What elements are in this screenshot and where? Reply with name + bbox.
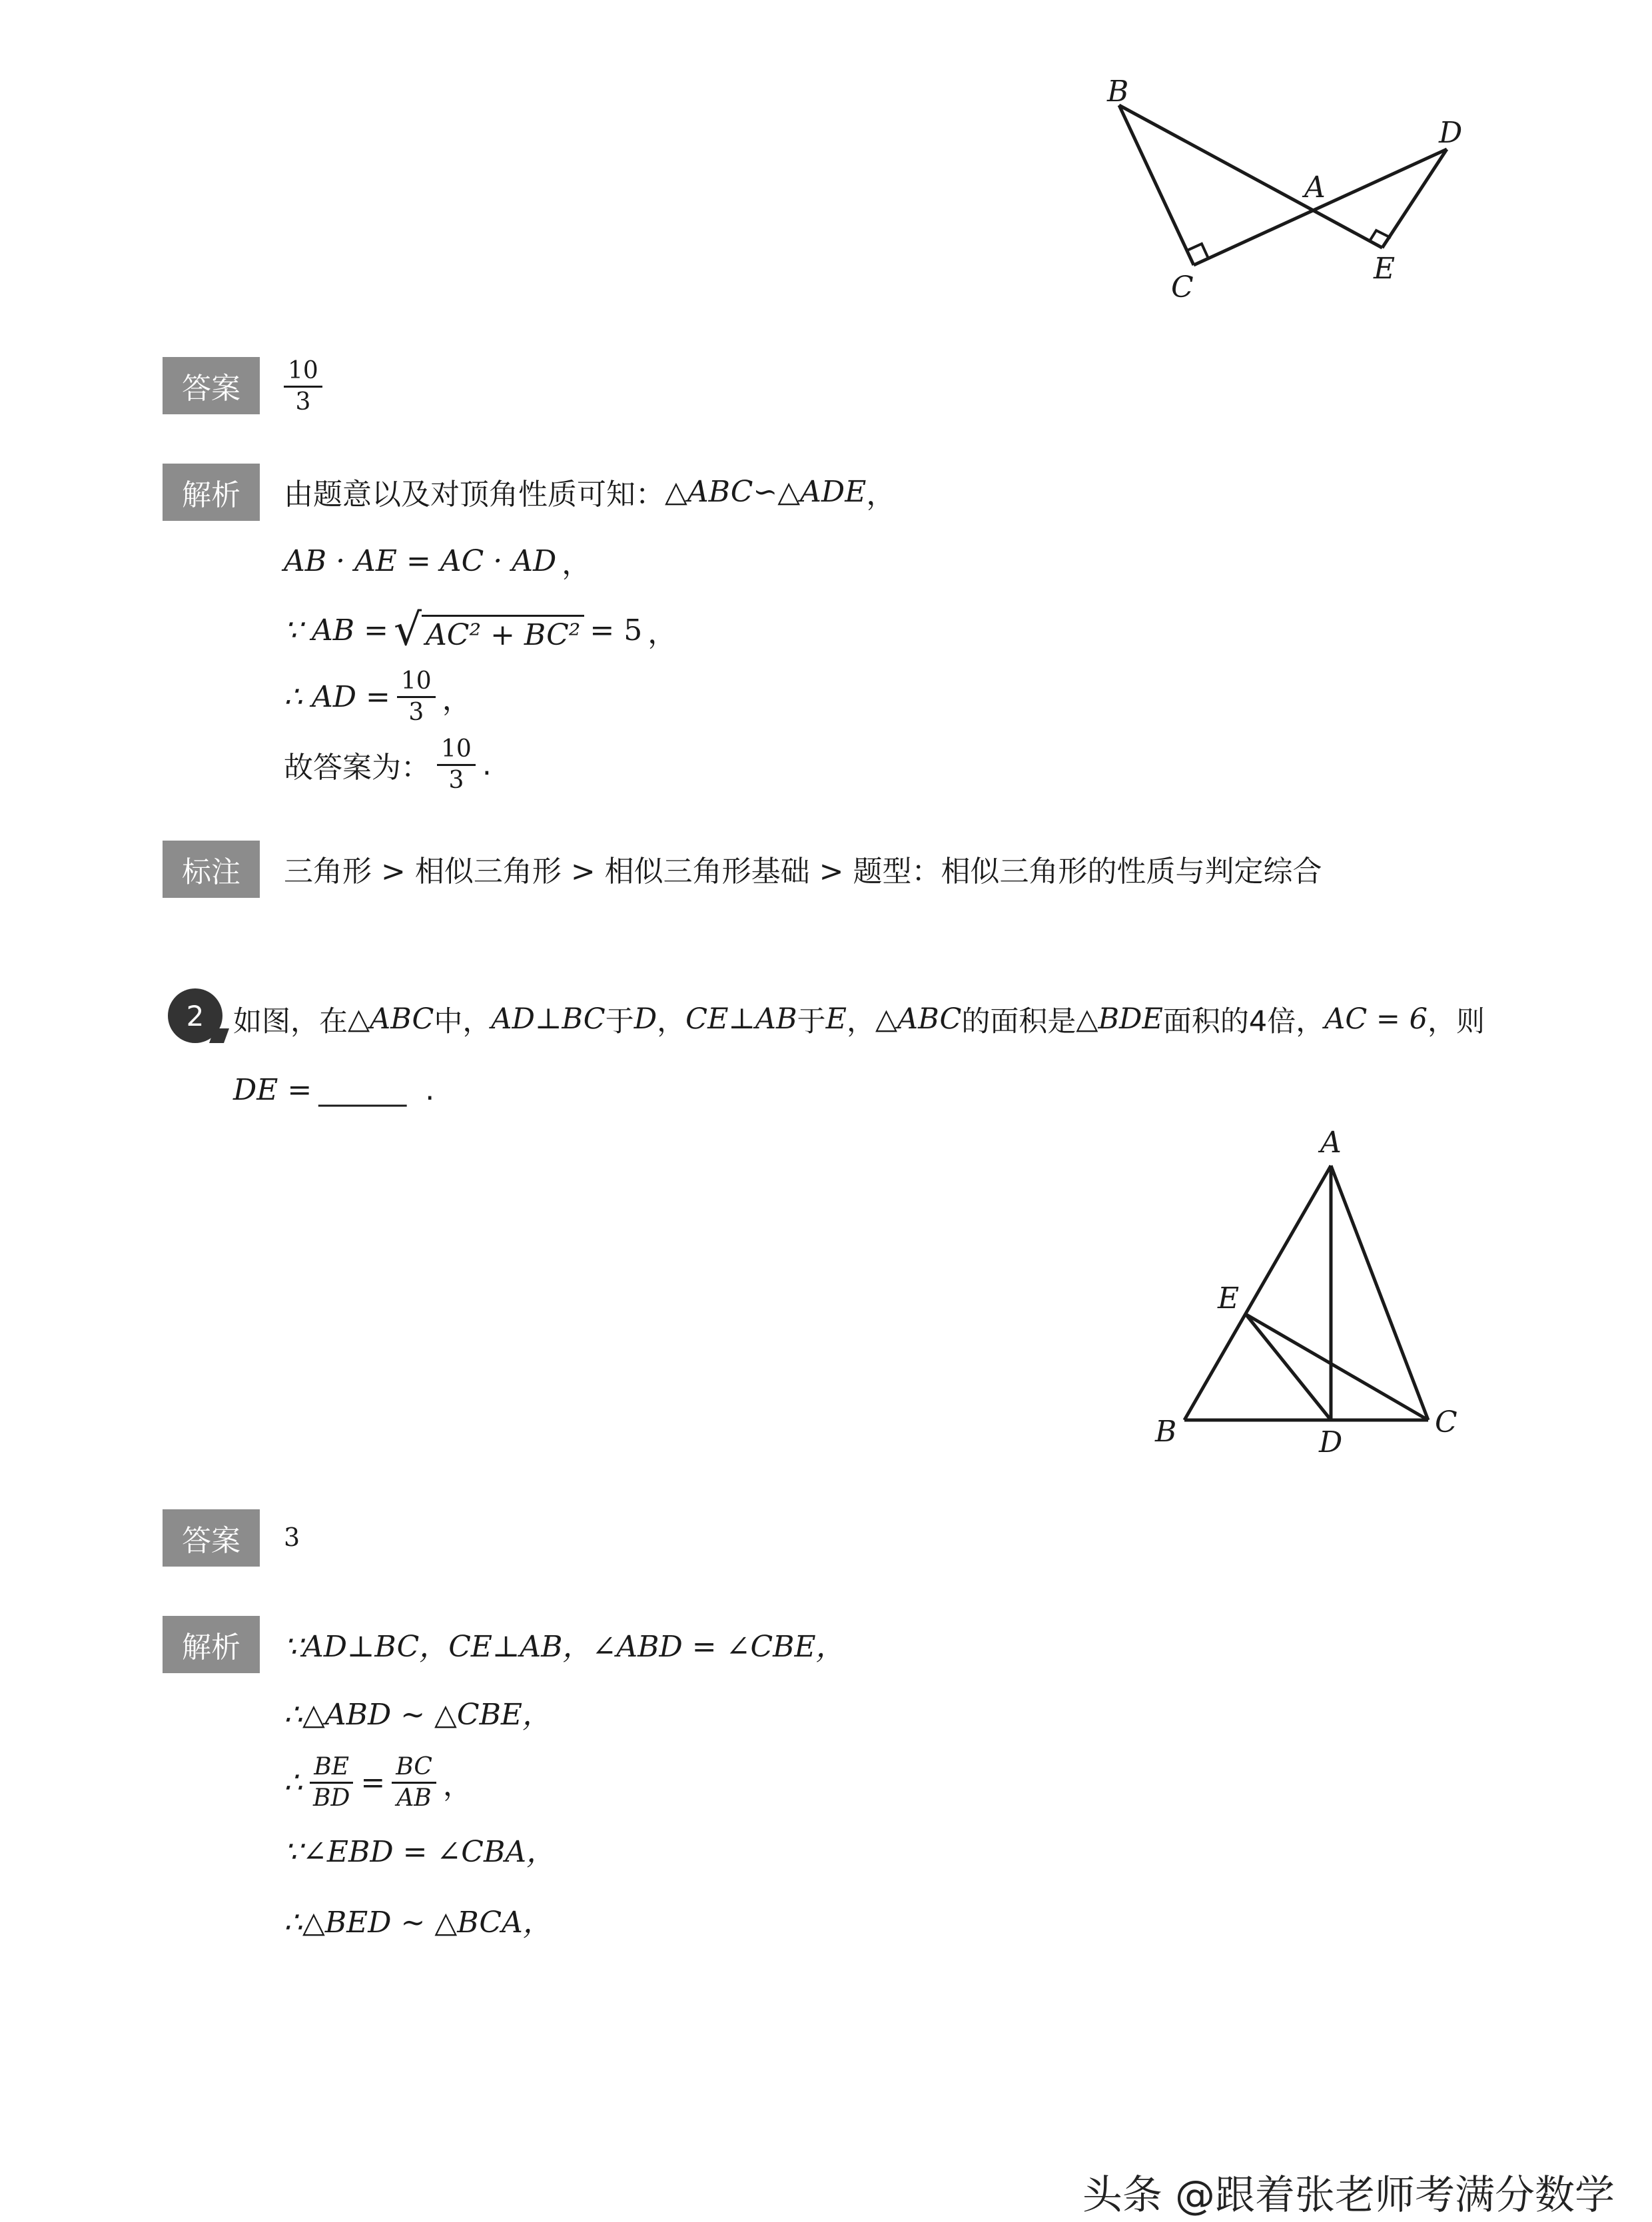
analysis-1-line-5-numerator: 10 [437,735,476,765]
question-2-line-1 [233,992,1485,1046]
figure-2-triangle-abc [1146,1119,1479,1465]
analysis-1-line-3-post: = 5 [590,613,643,647]
answer-1 [284,357,329,416]
q2-m2: AD⊥BC [491,1002,606,1036]
analysis-1-line-4-end: ， [442,683,472,717]
segment-ed [1246,1314,1331,1420]
analysis-1-line-2 [284,534,591,587]
q2-t2: 中， [434,1004,492,1038]
analysis-1-line-5-denominator: 3 [448,766,464,794]
label-e: E [1218,1282,1240,1315]
segment-ab [1184,1166,1331,1420]
fraction-2-denominator: AB [396,1784,432,1812]
question-2-line-2 [233,1063,434,1116]
label-d: D [1319,1425,1343,1459]
question-number-badge [168,988,222,1043]
analysis-tag-1: 解析 [163,464,260,521]
label-c: C [1171,270,1194,304]
analysis-1-line-1-end: ， [866,478,896,512]
analysis-2-line-3 [284,1749,472,1816]
analysis-2-line-3-pre: ∴ [284,1765,302,1800]
label-e: E [1374,252,1396,286]
analysis-1-line-4-denominator: 3 [408,698,424,726]
q2-line2-math: DE = [233,1072,312,1107]
analysis-1-line-5 [284,731,492,798]
q2-t9: ，则 [1427,1004,1485,1038]
label-a: A [1304,171,1326,204]
note-tag-1: 标注 [163,841,260,898]
analysis-2-line-3-eq: = [360,1765,386,1800]
figure-1-similar-triangles [1079,67,1479,320]
note-1-text: 三角形 > 相似三角形 > 相似三角形基础 > 题型：相似三角形的性质与判定综合 [284,855,1322,889]
q2-t5: 于 [797,1004,826,1038]
watermark: 头条 @跟着张老师考满分数学 [1082,2172,1615,2219]
analysis-1-line-1 [284,465,895,518]
fraction-1-numerator: BE [310,1752,353,1783]
question-number: 2 [186,999,205,1032]
analysis-2-line-3-end: ， [442,1768,472,1802]
label-a: A [1320,1126,1342,1160]
analysis-1-line-2-end: ， [562,547,592,581]
segment-ac [1331,1166,1428,1420]
q2-m4: CE⊥AB [685,1002,797,1036]
q2-m7: △BDE [1076,1002,1163,1036]
q2-m8: AC = 6 [1324,1002,1428,1036]
segment-ec [1246,1314,1428,1420]
answer-tag-2: 答案 [163,1509,260,1567]
answer-1-numerator: 10 [284,356,322,387]
analysis-1-line-1-math: △ABC∽△ADE [665,474,867,509]
label-d: D [1439,116,1463,150]
analysis-1-line-5-text: 故答案为： [284,751,430,785]
label-b: B [1107,75,1129,109]
fraction-1-denominator: BD [313,1784,350,1812]
analysis-2-line-1: ∵AD⊥BC，CE⊥AB，∠ABD = ∠CBE， [284,1630,845,1664]
answer-tag-1: 答案 [163,357,260,414]
sqrt-expression [393,604,584,655]
q2-answer-blank: ______ [318,1072,407,1107]
analysis-tag-2: 解析 [163,1616,260,1673]
sqrt-radicand: AC² + BC² [422,615,584,652]
q2-m6: △ABC [875,1002,962,1036]
q2-t7: 的面积是 [961,1004,1076,1038]
q2-t6: ， [846,1004,875,1038]
analysis-1-line-1-text: 由题意以及对顶角性质可知： [284,478,665,512]
q2-t3: 于 [605,1004,634,1038]
answer-2-value: 3 [284,1523,300,1552]
answer-1-denominator: 3 [295,388,311,416]
fraction-2-numerator: BC [392,1752,436,1783]
segment-bc [1119,105,1194,265]
analysis-1-line-3-pre: ∵ AB = [284,613,388,647]
analysis-1-line-4-pre: ∴ AD = [284,679,390,714]
q2-line2-end: . [425,1072,435,1107]
analysis-2-line-5: ∴△BED ∼ △BCA， [284,1906,552,1940]
q2-m3: D [633,1002,657,1036]
analysis-1-line-4-numerator: 10 [397,667,436,697]
analysis-1-line-4 [284,663,472,730]
analysis-2-line-2: ∴△ABD ∼ △CBE， [284,1698,552,1732]
analysis-1-line-5-end: . [482,747,492,782]
analysis-2-line-4: ∵∠EBD = ∠CBA， [284,1835,556,1869]
analysis-1-line-3 [284,599,677,661]
q2-m1: △ABC [348,1002,434,1036]
analysis-1-line-3-end: ， [647,616,677,650]
analysis-1-line-2-math: AB · AE = AC · AD [284,544,557,578]
q2-t1: 如图，在 [233,1004,348,1038]
label-c: C [1435,1405,1457,1439]
segment-be [1119,105,1382,248]
sqrt-sign: √ [393,604,422,655]
q2-m5: E [825,1002,847,1036]
label-b: B [1155,1415,1177,1449]
answer-2 [284,1511,300,1564]
q2-t4: ， [657,1004,686,1038]
q2-t8: 面积的4倍， [1162,1004,1325,1038]
